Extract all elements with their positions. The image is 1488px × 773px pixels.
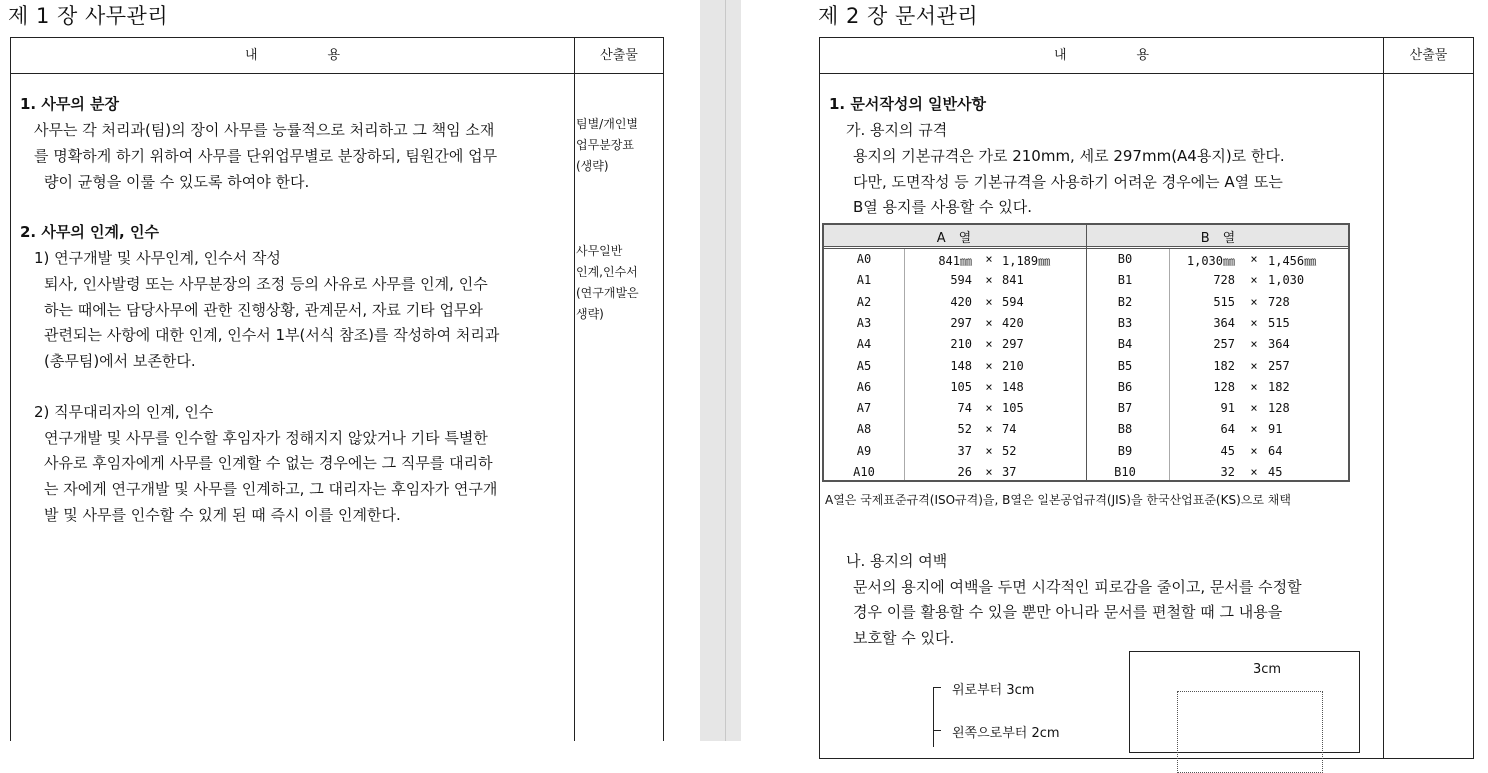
paper-table-row	[824, 378, 1348, 399]
paper-table-cell: B4	[1117, 337, 1133, 352]
times-sign: ×	[985, 294, 993, 309]
paragraph-line: 사유로 후임자에게 사무를 인계할 수 없는 경우에는 그 직무를 대리하	[44, 454, 493, 472]
paragraph-line: 문서의 용지에 여백을 두면 시각적인 피로감을 줄이고, 문서를 수정할	[853, 578, 1302, 596]
paper-table-row	[824, 271, 1348, 292]
paper-table-cell: A10	[853, 465, 875, 479]
subsection-title: 나. 용지의 여백	[846, 552, 948, 570]
paper-table-header-b: B 열	[1200, 231, 1236, 246]
paper-table-cell: B3	[1117, 315, 1133, 330]
left-page	[0, 0, 700, 741]
paper-table-cell: A0	[856, 252, 872, 266]
paper-table-cell: 52	[957, 422, 972, 437]
paper-table-cell: B2	[1117, 294, 1133, 309]
paragraph-line: 보호할 수 있다.	[853, 629, 955, 647]
paper-table-row	[824, 420, 1348, 441]
times-sign: ×	[1250, 358, 1258, 373]
paper-table-cell: 257	[1213, 337, 1235, 352]
paper-table-cell: 728	[1213, 273, 1235, 288]
times-sign: ×	[985, 443, 993, 458]
paper-table-cell: 148	[950, 358, 972, 373]
times-sign: ×	[985, 379, 993, 394]
paper-table-cell: 91	[1220, 401, 1235, 416]
section-heading: 1. 사무의 분장	[20, 95, 120, 113]
paper-table-cell: 728	[1268, 294, 1290, 309]
bracket	[933, 687, 934, 747]
section-heading: 2. 사무의 인계, 인수	[20, 223, 159, 241]
paragraph-line: 관련되는 사항에 대한 인계, 인수서 1부(서식 참조)를 작성하여 처리과	[44, 326, 500, 344]
paper-table-cell: B1	[1117, 273, 1133, 288]
times-sign: ×	[985, 337, 993, 352]
times-sign: ×	[1250, 337, 1258, 352]
paragraph-line: 용지의 기본규격은 가로 210mm, 세로 297mm(A4용지)로 한다.	[853, 147, 1285, 165]
header-output: 산출물	[1409, 48, 1448, 63]
paper-table-cell: 182	[1213, 358, 1235, 373]
times-sign: ×	[985, 315, 993, 330]
paragraph-line: 사무는 각 처리과(팀)의 장이 사무를 능률적으로 처리하고 그 책임 소재	[34, 121, 495, 139]
times-sign: ×	[1250, 465, 1258, 479]
paper-table-cell: A9	[856, 443, 872, 458]
paragraph-line: 를 명확하게 하기 위하여 사무를 단위업무별로 분장하되, 팀원간에 업무	[34, 147, 498, 165]
paragraph-line: 다만, 도면작성 등 기본규격을 사용하기 어려운 경우에는 A열 또는	[853, 173, 1283, 191]
section-heading: 1. 문서작성의 일반사항	[829, 95, 986, 113]
paragraph-line: 는 자에게 연구개발 및 사무를 인계하고, 그 대리자는 후임자가 연구개	[44, 480, 498, 498]
output-item: 사무일반 인계,인수서 (연구개발은 생략)	[576, 244, 639, 321]
times-sign: ×	[1250, 379, 1258, 394]
subsection-title: 1) 연구개발 및 사무인계, 인수서 작성	[34, 249, 281, 267]
margin-from-top: 위로부터 3cm	[952, 683, 1035, 698]
paper-table-cell: A6	[856, 379, 872, 394]
paper-table-cell: B5	[1117, 358, 1133, 373]
paper-table-cell: 45	[1220, 443, 1235, 458]
paper-table-cell: A2	[856, 294, 872, 309]
paper-table-cell: 37	[1002, 465, 1017, 479]
times-sign: ×	[985, 401, 993, 416]
content-area	[1177, 691, 1323, 773]
paper-table-cell: 32	[1220, 465, 1235, 479]
header-output: 산출물	[600, 48, 638, 63]
times-sign: ×	[1250, 422, 1258, 437]
margin-top-label: 3cm	[1253, 662, 1282, 677]
paper-table-cell: 74	[1002, 422, 1017, 437]
times-sign: ×	[985, 465, 993, 479]
paper-table-row	[824, 357, 1348, 378]
paper-table-cell: 1,030㎜	[1186, 254, 1235, 268]
subsection-title: 가. 용지의 규격	[846, 121, 948, 139]
paper-table-cell: 105	[1002, 401, 1024, 416]
paper-table-cell: 210	[950, 337, 972, 352]
paragraph-line: 연구개발 및 사무를 인수할 후임자가 정해지지 않았거나 기타 특별한	[44, 429, 488, 447]
paper-table-cell: 1,456㎜	[1268, 254, 1317, 268]
paper-size-table	[822, 223, 1350, 482]
paper-table-cell: B7	[1117, 401, 1133, 416]
page-edge	[725, 0, 726, 741]
paper-table-cell: 128	[1213, 379, 1235, 394]
paper-table-cell: 1,030	[1268, 273, 1305, 288]
paper-table-cell: 257	[1268, 358, 1290, 373]
paragraph-line: (총무팀)에서 보존한다.	[44, 352, 196, 370]
header-content: 내 용	[1053, 48, 1150, 63]
paper-table-cell: 594	[950, 273, 972, 288]
paper-table-row	[824, 314, 1348, 335]
paper-table-cell: 74	[957, 401, 972, 416]
paper-table-cell: 515	[1268, 315, 1290, 330]
paper-table-cell: A3	[856, 315, 872, 330]
paper-table-cell: 26	[957, 465, 972, 479]
paper-table-cell: A5	[856, 358, 872, 373]
paper-table-row	[824, 335, 1348, 356]
times-sign: ×	[985, 252, 993, 266]
paper-table-row	[824, 399, 1348, 420]
margin-from-left: 왼쪽으로부터 2cm	[952, 726, 1060, 741]
paper-table-cell: 1,189㎜	[1002, 254, 1051, 268]
paper-table-cell: B6	[1117, 379, 1133, 394]
margin-diagram	[1129, 651, 1360, 753]
times-sign: ×	[1250, 401, 1258, 416]
paper-table-cell: B8	[1117, 422, 1133, 437]
paper-table-cell: 420	[1002, 315, 1024, 330]
header-content: 내 용	[244, 48, 341, 63]
chapter-title: 제 2 장 문서관리	[818, 4, 979, 28]
times-sign: ×	[1250, 252, 1258, 266]
output-item: 팀별/개인별 업무분장표 (생략)	[576, 117, 639, 173]
paper-table-cell: 841	[1002, 273, 1024, 288]
paragraph-line: B열 용지를 사용할 수 있다.	[853, 198, 1033, 216]
paper-table-header-a: A 열	[936, 231, 972, 246]
paper-table-cell: 128	[1268, 401, 1290, 416]
paper-table-cell: 91	[1268, 422, 1283, 437]
paper-table-cell: 297	[1002, 337, 1024, 352]
paper-table-cell: B10	[1114, 465, 1136, 479]
paper-table-cell: 841㎜	[938, 254, 972, 268]
times-sign: ×	[1250, 273, 1258, 288]
paper-table-cell: A8	[856, 422, 872, 437]
paper-table-cell: 182	[1268, 379, 1290, 394]
paper-table-cell: 64	[1220, 422, 1235, 437]
paper-table-cell: 515	[1213, 294, 1235, 309]
paragraph-line: 하는 때에는 담당사무에 관한 진행상황, 관계문서, 자료 기타 업무와	[44, 301, 483, 319]
subsection-title: 2) 직무대리자의 인계, 인수	[34, 403, 214, 421]
paper-table-cell: 45	[1268, 465, 1283, 479]
chapter-title: 제 1 장 사무관리	[8, 4, 169, 28]
page-gutter	[700, 0, 741, 741]
paper-table-cell: 105	[950, 379, 972, 394]
times-sign: ×	[985, 422, 993, 437]
paper-table-row	[824, 250, 1348, 271]
paper-table-cell: 364	[1268, 337, 1290, 352]
times-sign: ×	[1250, 294, 1258, 309]
times-sign: ×	[985, 358, 993, 373]
paper-table-cell: A1	[856, 273, 872, 288]
table-caption: A열은 국제표준규격(ISO규격)을, B열은 일본공업규격(JIS)을 한국산업표준(KS)으로 채택	[825, 493, 1291, 507]
content-table	[10, 37, 664, 741]
paper-table-cell: 594	[1002, 294, 1024, 309]
paper-table-cell: 148	[1002, 379, 1024, 394]
paper-table-cell: 64	[1268, 443, 1283, 458]
times-sign: ×	[1250, 315, 1258, 330]
paragraph-line: 퇴사, 인사발령 또는 사무분장의 조정 등의 사유로 사무를 인계, 인수	[44, 275, 488, 293]
paper-table-cell: 420	[950, 294, 972, 309]
paper-table-cell: 37	[957, 443, 972, 458]
paper-table-cell: 364	[1213, 315, 1235, 330]
paper-table-cell: B9	[1117, 443, 1133, 458]
paper-table-cell: A4	[856, 337, 872, 352]
paragraph-line: 량이 균형을 이룰 수 있도록 하여야 한다.	[44, 173, 310, 191]
times-sign: ×	[985, 273, 993, 288]
paper-table-row	[824, 293, 1348, 314]
paper-table-cell: 52	[1002, 443, 1017, 458]
paper-table-row	[824, 442, 1348, 463]
paragraph-line: 발 및 사무를 인수할 수 있게 된 때 즉시 이를 인계한다.	[44, 506, 401, 524]
paper-table-cell: 210	[1002, 358, 1024, 373]
paper-table-cell: A7	[856, 401, 872, 416]
paper-table-cell: B0	[1117, 252, 1133, 266]
paper-table-row	[824, 463, 1348, 484]
paper-table-cell: 297	[950, 315, 972, 330]
times-sign: ×	[1250, 443, 1258, 458]
paragraph-line: 경우 이를 활용할 수 있을 뿐만 아니라 문서를 편철할 때 그 내용을	[853, 603, 1283, 621]
